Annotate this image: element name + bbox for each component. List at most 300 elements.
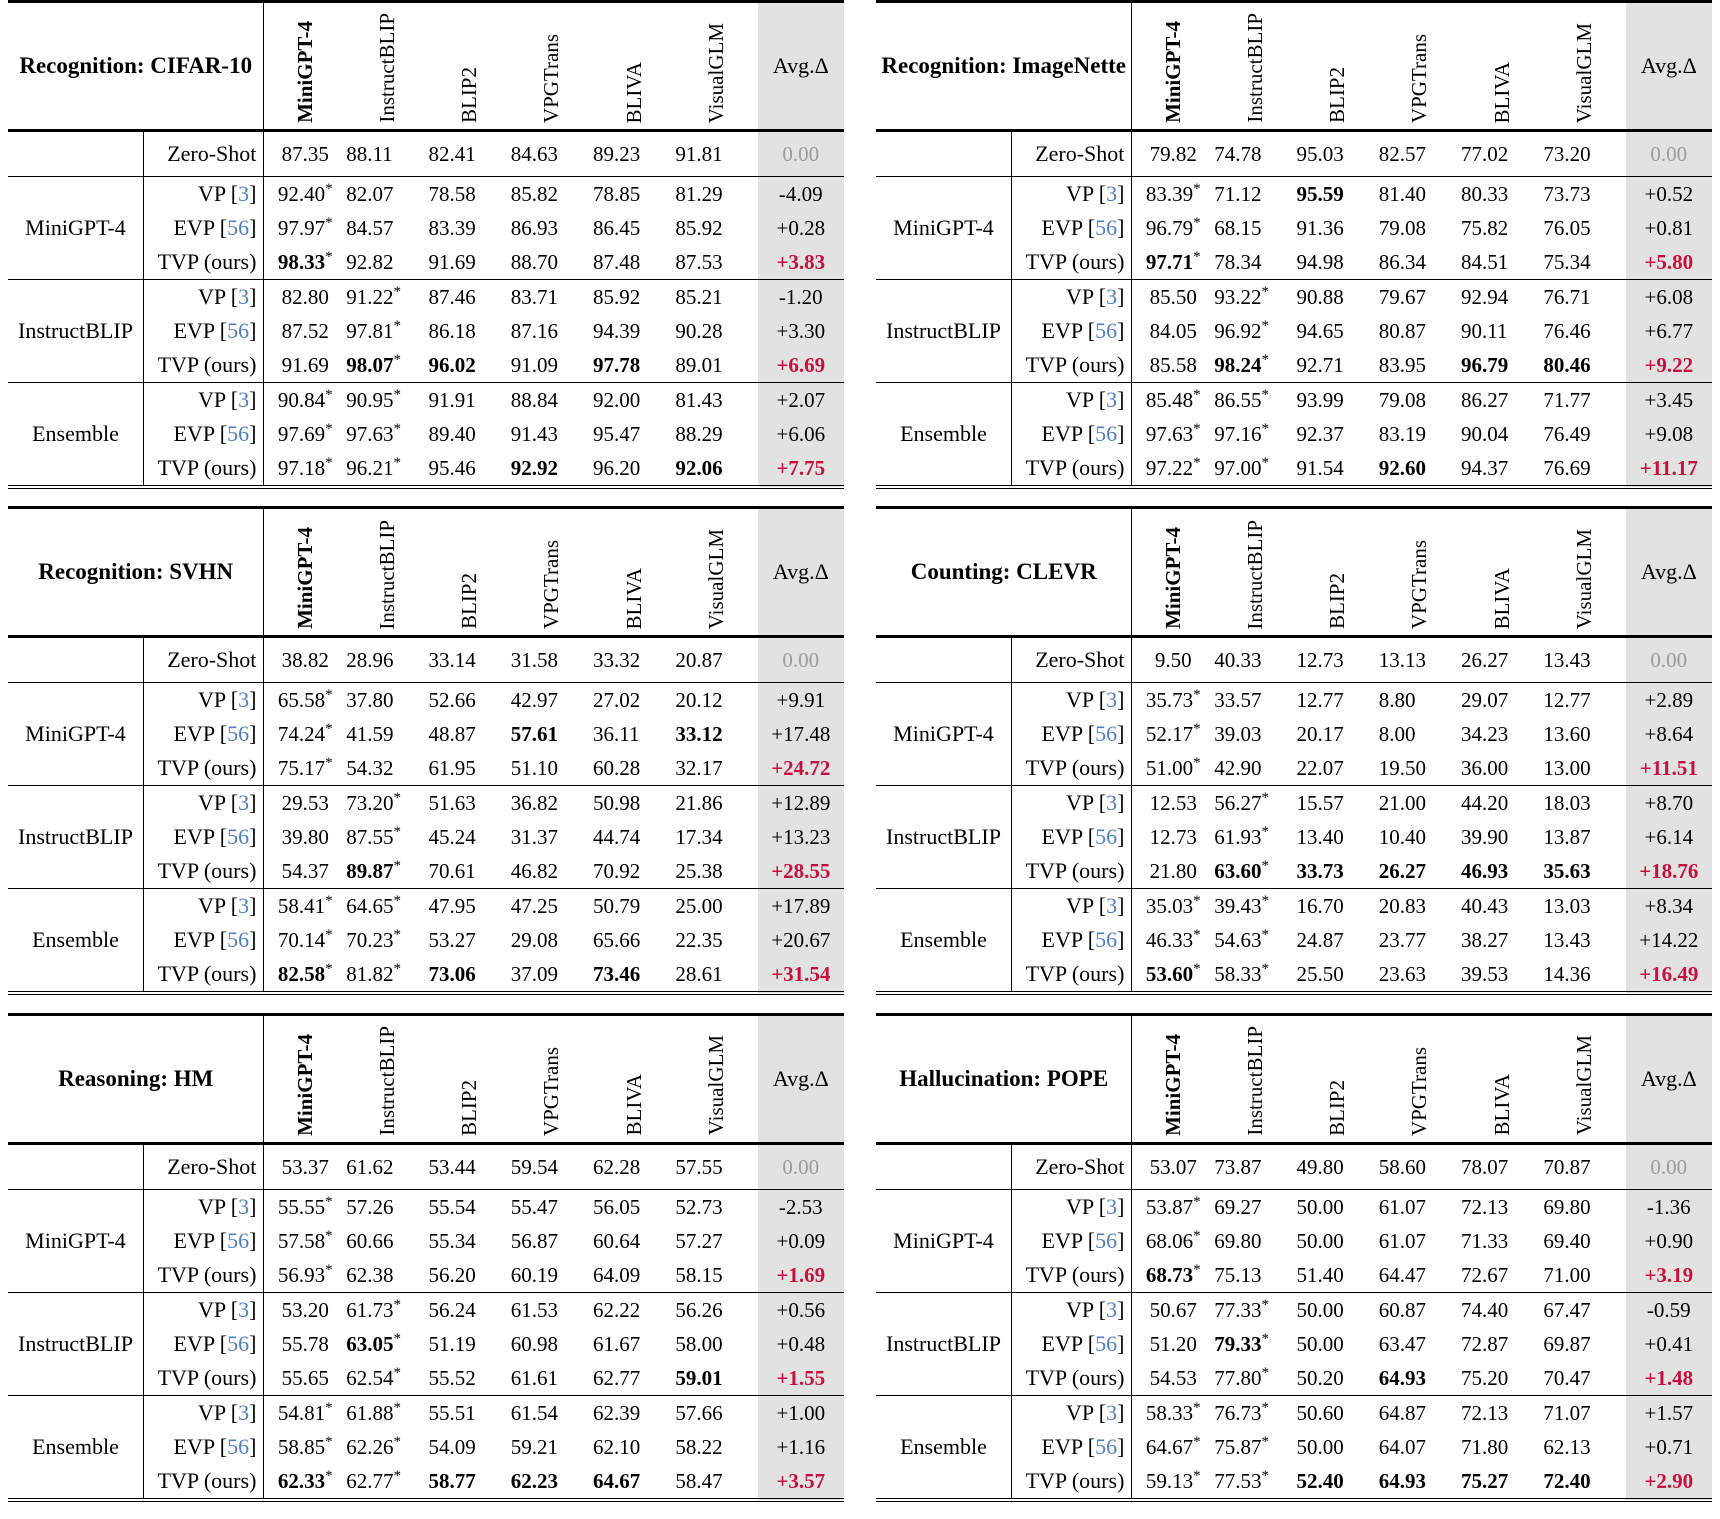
column-header-vpgtrans: VPGTrans bbox=[1407, 540, 1432, 630]
avg-delta-value: +0.48 bbox=[758, 1327, 844, 1361]
cell-value: 91.43 bbox=[510, 422, 558, 446]
cell-value: 60.98 bbox=[510, 1331, 558, 1356]
method-label: EVP [56] bbox=[143, 1224, 263, 1258]
cell-value: 86.55* bbox=[1214, 383, 1296, 418]
cell-value: 51.10 bbox=[510, 756, 558, 781]
cell-value: 69.87 bbox=[1543, 1331, 1591, 1356]
method-label: VP [3] bbox=[1011, 177, 1131, 212]
cell-value: 73.73 bbox=[1543, 177, 1625, 212]
cell-value: 92.00 bbox=[593, 383, 675, 418]
cell-value: 53.87* bbox=[1132, 1189, 1214, 1224]
cell-value: 21.00 bbox=[1379, 786, 1461, 821]
cell-value: 52.17* bbox=[1132, 717, 1214, 751]
cell-value: 90.04 bbox=[1461, 422, 1509, 446]
cell-value: 65.58* bbox=[264, 683, 346, 718]
cell-value: 44.74 bbox=[593, 825, 641, 850]
avg-delta-value: -4.09 bbox=[758, 177, 844, 212]
cell-value: 50.00 bbox=[1296, 1331, 1344, 1356]
table-bottom-rule bbox=[876, 1500, 1712, 1502]
method-label: VP [3] bbox=[1011, 889, 1131, 924]
cell-value: 60.19 bbox=[510, 1262, 558, 1287]
column-header-blip2: BLIP2 bbox=[1325, 66, 1350, 123]
cell-value: 54.37 bbox=[264, 854, 346, 889]
cell-value: 71.00 bbox=[1543, 1262, 1591, 1287]
cell-value: 89.01 bbox=[675, 353, 723, 377]
column-header-bliva: BLIVA bbox=[621, 567, 646, 630]
zero-shot-value: 78.07 bbox=[1461, 1154, 1509, 1179]
cell-value: 79.67 bbox=[1379, 280, 1461, 315]
cell-value: 93.99 bbox=[1296, 383, 1378, 418]
cell-value: 58.33* bbox=[1132, 1395, 1214, 1430]
cell-value: 56.93* bbox=[264, 1258, 346, 1293]
cell-value: 76.49 bbox=[1543, 422, 1591, 446]
zero-shot-label: Zero-Shot bbox=[1011, 131, 1131, 177]
table-header-row bbox=[876, 1014, 1712, 1143]
table-title: Counting: CLEVR bbox=[910, 559, 1097, 585]
cell-value: 97.81* bbox=[346, 318, 401, 343]
method-label: EVP [56] bbox=[1011, 314, 1131, 348]
group-label-empty bbox=[8, 1143, 143, 1189]
cell-value: 88.70 bbox=[510, 250, 558, 274]
column-header-vpgtrans: VPGTrans bbox=[539, 1046, 564, 1136]
zero-shot-value: 73.20 bbox=[1543, 142, 1591, 166]
column-header-bliva: BLIVA bbox=[1489, 567, 1514, 630]
zero-shot-value: 58.60 bbox=[1378, 1154, 1426, 1179]
avg-delta-value: +0.28 bbox=[758, 211, 844, 245]
table-slot-5 bbox=[876, 1013, 1712, 1519]
table-row bbox=[876, 1189, 1712, 1224]
cell-value: 85.50 bbox=[1132, 280, 1214, 315]
cell-value: 97.69* bbox=[264, 417, 346, 451]
column-header-minigpt-4: MiniGPT-4 bbox=[1132, 508, 1214, 637]
results-table bbox=[8, 0, 844, 489]
zero-shot-value: 73.87 bbox=[1214, 1154, 1262, 1179]
cell-value: 42.90 bbox=[1214, 756, 1262, 781]
method-label: EVP [56] bbox=[143, 314, 263, 348]
cell-value: 59.13* bbox=[1132, 1464, 1214, 1500]
cell-value: 58.85* bbox=[264, 1430, 346, 1464]
cell-value: 58.00 bbox=[675, 1331, 723, 1356]
cell-value: 58.22 bbox=[675, 1434, 723, 1459]
method-label: TVP (ours) bbox=[143, 751, 263, 786]
cell-value: 94.39 bbox=[593, 319, 641, 343]
zero-shot-value: 91.81 bbox=[675, 142, 723, 166]
column-header-avg-delta: Avg.Δ bbox=[1626, 508, 1712, 637]
cell-value: 91.36 bbox=[1296, 216, 1344, 240]
cell-value: 85.58 bbox=[1132, 348, 1214, 383]
zero-shot-value: 82.57 bbox=[1378, 142, 1426, 166]
cell-value: 36.00 bbox=[1461, 756, 1509, 781]
column-header-blip2: BLIP2 bbox=[457, 1079, 482, 1136]
avg-delta-value: +0.56 bbox=[758, 1292, 844, 1327]
cell-value: 62.26* bbox=[346, 1433, 401, 1459]
avg-delta-value: +6.06 bbox=[758, 417, 844, 451]
avg-delta-value: +0.81 bbox=[1626, 211, 1712, 245]
avg-delta-value: +7.75 bbox=[758, 451, 844, 487]
cell-value: 15.57 bbox=[1296, 786, 1378, 821]
cell-value: 81.43 bbox=[675, 383, 757, 418]
cell-value: 75.20 bbox=[1461, 1365, 1509, 1390]
cell-value: 23.77 bbox=[1378, 928, 1426, 953]
cell-value: 86.34 bbox=[1378, 250, 1426, 274]
group-label: InstructBLIP bbox=[8, 280, 143, 383]
cell-value: 90.84* bbox=[264, 383, 346, 418]
cell-value: 76.05 bbox=[1543, 216, 1591, 240]
cell-value: 19.50 bbox=[1378, 756, 1426, 781]
avg-delta-value: +0.52 bbox=[1626, 177, 1712, 212]
avg-delta-value: +0.09 bbox=[758, 1224, 844, 1258]
cell-value: 88.84 bbox=[511, 383, 593, 418]
method-label: TVP (ours) bbox=[1011, 451, 1131, 487]
cell-value: 91.91 bbox=[428, 383, 510, 418]
zero-shot-value: 9.50 bbox=[1132, 637, 1214, 683]
method-label: TVP (ours) bbox=[143, 1361, 263, 1396]
cell-value: 85.21 bbox=[675, 280, 757, 315]
cell-value: 14.36 bbox=[1543, 962, 1591, 987]
cell-value: 91.54 bbox=[1296, 456, 1344, 480]
avg-delta-value: +11.17 bbox=[1626, 451, 1712, 487]
cell-value: 62.22 bbox=[593, 1292, 675, 1327]
cell-value: 80.46 bbox=[1543, 353, 1591, 377]
cell-value: 25.00 bbox=[675, 889, 757, 924]
zero-shot-label: Zero-Shot bbox=[1011, 1143, 1131, 1189]
cell-value: 98.33* bbox=[264, 245, 346, 280]
cell-value: 96.79 bbox=[1461, 353, 1509, 377]
zero-shot-value: 82.41 bbox=[428, 142, 476, 166]
group-label: MiniGPT-4 bbox=[876, 177, 1011, 280]
avg-delta-value: +6.08 bbox=[1626, 280, 1712, 315]
cell-value: 57.26 bbox=[346, 1189, 428, 1224]
method-label: VP [3] bbox=[1011, 280, 1131, 315]
cell-value: 13.40 bbox=[1296, 825, 1344, 850]
method-label: EVP [56] bbox=[1011, 211, 1131, 245]
cell-value: 61.73* bbox=[346, 1292, 428, 1327]
table-row bbox=[876, 683, 1712, 718]
table-row bbox=[876, 1395, 1712, 1430]
cell-value: 54.63* bbox=[1214, 927, 1269, 953]
method-label: EVP [56] bbox=[1011, 417, 1131, 451]
column-header-avg-delta: Avg.Δ bbox=[1626, 2, 1712, 131]
column-header-instructblip: InstructBLIP bbox=[374, 1026, 399, 1136]
avg-delta-value: -2.53 bbox=[758, 1189, 844, 1224]
cell-value: 51.19 bbox=[428, 1331, 476, 1356]
cell-value: 64.93 bbox=[1378, 1365, 1426, 1390]
table-row bbox=[8, 383, 844, 418]
zero-shot-value: 74.78 bbox=[1214, 142, 1262, 166]
group-label: Ensemble bbox=[876, 383, 1011, 488]
table-header-row bbox=[8, 508, 844, 637]
avg-delta-value: +1.00 bbox=[758, 1395, 844, 1430]
avg-delta-value: +20.67 bbox=[758, 923, 844, 957]
cell-value: 92.94 bbox=[1461, 280, 1543, 315]
method-label: EVP [56] bbox=[1011, 923, 1131, 957]
avg-delta-value: +2.90 bbox=[1626, 1464, 1712, 1500]
cell-value: 72.67 bbox=[1461, 1262, 1509, 1287]
method-label: VP [3] bbox=[1011, 383, 1131, 418]
table-row bbox=[8, 177, 844, 212]
avg-delta-value: +1.48 bbox=[1626, 1361, 1712, 1396]
cell-value: 94.65 bbox=[1296, 319, 1344, 343]
zero-shot-avg: 0.00 bbox=[758, 1143, 844, 1189]
zero-shot-row bbox=[8, 1143, 844, 1189]
column-header-bliva: BLIVA bbox=[1489, 61, 1514, 123]
group-label: MiniGPT-4 bbox=[8, 683, 143, 786]
cell-value: 62.38 bbox=[346, 1262, 394, 1287]
method-label: TVP (ours) bbox=[1011, 751, 1131, 786]
cell-value: 87.48 bbox=[593, 250, 641, 274]
avg-delta-value: +2.07 bbox=[758, 383, 844, 418]
table-title: Recognition: SVHN bbox=[38, 559, 234, 585]
group-label: InstructBLIP bbox=[8, 786, 143, 889]
table-row bbox=[876, 383, 1712, 418]
cell-value: 56.05 bbox=[593, 1189, 675, 1224]
table-slot-0 bbox=[8, 0, 844, 506]
cell-value: 62.54* bbox=[346, 1364, 401, 1390]
cell-value: 12.53 bbox=[1132, 786, 1214, 821]
method-label: EVP [56] bbox=[143, 1430, 263, 1464]
zero-shot-row bbox=[876, 131, 1712, 177]
table-bottom-rule bbox=[876, 487, 1712, 489]
cell-value: 79.33* bbox=[1214, 1330, 1269, 1356]
cell-value: 68.15 bbox=[1214, 216, 1262, 240]
cell-value: 83.39* bbox=[1132, 177, 1214, 212]
cell-value: 39.43* bbox=[1214, 889, 1296, 924]
cell-value: 86.93 bbox=[510, 216, 558, 240]
method-label: VP [3] bbox=[143, 786, 263, 821]
zero-shot-value: 33.32 bbox=[593, 648, 641, 673]
cell-value: 95.47 bbox=[593, 422, 641, 446]
cell-value: 54.32 bbox=[346, 756, 394, 781]
cell-value: 97.18* bbox=[264, 451, 346, 487]
avg-delta-value: +1.16 bbox=[758, 1430, 844, 1464]
column-header-minigpt-4: MiniGPT-4 bbox=[264, 1014, 346, 1143]
cell-value: 56.87 bbox=[510, 1228, 558, 1253]
cell-value: 29.53 bbox=[264, 786, 346, 821]
table-title: Hallucination: POPE bbox=[899, 1065, 1109, 1091]
cell-value: 37.09 bbox=[510, 962, 558, 987]
avg-delta-value: +3.30 bbox=[758, 314, 844, 348]
cell-value: 69.80 bbox=[1543, 1189, 1625, 1224]
cell-value: 17.34 bbox=[675, 825, 723, 850]
method-label: VP [3] bbox=[1011, 1395, 1131, 1430]
column-header-visualglm: VisualGLM bbox=[1571, 529, 1596, 630]
cell-value: 50.60 bbox=[1296, 1395, 1378, 1430]
method-label: VP [3] bbox=[143, 280, 263, 315]
group-label-empty bbox=[876, 1143, 1011, 1189]
table-header-row bbox=[876, 508, 1712, 637]
cell-value: 82.58* bbox=[264, 957, 346, 993]
avg-delta-value: +17.48 bbox=[758, 717, 844, 751]
column-header-visualglm: VisualGLM bbox=[1571, 22, 1596, 123]
zero-shot-value: 84.63 bbox=[510, 142, 558, 166]
group-label: Ensemble bbox=[8, 1395, 143, 1500]
method-label: TVP (ours) bbox=[143, 1464, 263, 1500]
cell-value: 53.60* bbox=[1132, 957, 1214, 993]
table-row bbox=[8, 1189, 844, 1224]
cell-value: 47.25 bbox=[511, 889, 593, 924]
column-header-avg-delta: Avg.Δ bbox=[758, 508, 844, 637]
group-label: Ensemble bbox=[876, 889, 1011, 994]
cell-value: 64.87 bbox=[1379, 1395, 1461, 1430]
avg-delta-value: +2.89 bbox=[1626, 683, 1712, 718]
cell-value: 91.09 bbox=[510, 353, 558, 377]
cell-value: 18.03 bbox=[1543, 786, 1625, 821]
cell-value: 33.12 bbox=[675, 722, 723, 747]
cell-value: 84.05 bbox=[1132, 314, 1214, 348]
avg-delta-value: +1.57 bbox=[1626, 1395, 1712, 1430]
cell-value: 52.66 bbox=[428, 683, 510, 718]
cell-value: 8.80 bbox=[1379, 683, 1461, 718]
zero-shot-value: 53.44 bbox=[428, 1154, 476, 1179]
cell-value: 55.54 bbox=[428, 1189, 510, 1224]
column-header-visualglm: VisualGLM bbox=[1571, 1035, 1596, 1136]
cell-value: 77.80* bbox=[1214, 1364, 1269, 1390]
cell-value: 86.27 bbox=[1461, 383, 1543, 418]
cell-value: 55.65 bbox=[264, 1361, 346, 1396]
cell-value: 58.77 bbox=[428, 1468, 476, 1493]
cell-value: 97.78 bbox=[593, 353, 641, 377]
zero-shot-value: 20.87 bbox=[675, 648, 723, 673]
method-label: TVP (ours) bbox=[1011, 245, 1131, 280]
cell-value: 50.00 bbox=[1296, 1228, 1344, 1253]
cell-value: 96.79* bbox=[1132, 211, 1214, 245]
group-label-empty bbox=[876, 637, 1011, 683]
table-slot-4 bbox=[8, 1013, 844, 1519]
cell-value: 62.13 bbox=[1543, 1434, 1591, 1459]
cell-value: 54.53 bbox=[1132, 1361, 1214, 1396]
cell-value: 61.95 bbox=[428, 756, 476, 781]
cell-value: 81.40 bbox=[1379, 177, 1461, 212]
cell-value: 70.92 bbox=[593, 859, 641, 884]
cell-value: 88.29 bbox=[675, 422, 723, 446]
zero-shot-label: Zero-Shot bbox=[143, 1143, 263, 1189]
avg-delta-value: +28.55 bbox=[758, 854, 844, 889]
zero-shot-row bbox=[8, 131, 844, 177]
method-label: EVP [56] bbox=[1011, 1327, 1131, 1361]
avg-delta-value: +1.69 bbox=[758, 1258, 844, 1293]
cell-value: 35.03* bbox=[1132, 889, 1214, 924]
avg-delta-value: +11.51 bbox=[1626, 751, 1712, 786]
method-label: VP [3] bbox=[143, 683, 263, 718]
cell-value: 54.81* bbox=[264, 1395, 346, 1430]
method-label: EVP [56] bbox=[143, 211, 263, 245]
results-table bbox=[8, 506, 844, 995]
group-label-empty bbox=[8, 131, 143, 177]
cell-value: 90.28 bbox=[675, 319, 723, 343]
cell-value: 87.46 bbox=[428, 280, 510, 315]
method-label: VP [3] bbox=[143, 1292, 263, 1327]
cell-value: 91.69 bbox=[428, 250, 476, 274]
method-label: EVP [56] bbox=[143, 417, 263, 451]
cell-value: 71.12 bbox=[1214, 177, 1296, 212]
cell-value: 21.86 bbox=[675, 786, 757, 821]
cell-value: 64.67* bbox=[1132, 1430, 1214, 1464]
column-header-minigpt-4: MiniGPT-4 bbox=[264, 2, 346, 131]
cell-value: 64.47 bbox=[1378, 1262, 1426, 1287]
cell-value: 84.51 bbox=[1461, 250, 1509, 274]
cell-value: 72.87 bbox=[1461, 1331, 1509, 1356]
column-header-blip2: BLIP2 bbox=[457, 66, 482, 123]
method-label: TVP (ours) bbox=[1011, 854, 1131, 889]
cell-value: 31.37 bbox=[510, 825, 558, 850]
method-label: TVP (ours) bbox=[143, 245, 263, 280]
group-label-empty bbox=[876, 131, 1011, 177]
cell-value: 55.55* bbox=[264, 1189, 346, 1224]
avg-delta-value: +6.69 bbox=[758, 348, 844, 383]
avg-delta-value: +3.19 bbox=[1626, 1258, 1712, 1293]
method-label: TVP (ours) bbox=[143, 957, 263, 993]
cell-value: 48.87 bbox=[428, 722, 476, 747]
cell-value: 50.00 bbox=[1296, 1292, 1378, 1327]
column-header-minigpt-4: MiniGPT-4 bbox=[1132, 1014, 1214, 1143]
cell-value: 70.23* bbox=[346, 927, 401, 953]
column-header-instructblip: InstructBLIP bbox=[1242, 519, 1267, 630]
cell-value: 77.33* bbox=[1214, 1292, 1296, 1327]
cell-value: 75.27 bbox=[1461, 1468, 1509, 1493]
cell-value: 64.07 bbox=[1378, 1434, 1426, 1459]
cell-value: 39.90 bbox=[1461, 825, 1509, 850]
zero-shot-value: 77.02 bbox=[1461, 142, 1509, 166]
cell-value: 63.60* bbox=[1214, 858, 1269, 884]
cell-value: 40.43 bbox=[1461, 889, 1543, 924]
cell-value: 29.08 bbox=[510, 928, 558, 953]
avg-delta-value: +0.41 bbox=[1626, 1327, 1712, 1361]
cell-value: 92.37 bbox=[1296, 422, 1344, 446]
cell-value: 59.21 bbox=[510, 1434, 558, 1459]
cell-value: 52.73 bbox=[675, 1189, 757, 1224]
cell-value: 37.80 bbox=[346, 683, 428, 718]
cell-value: 81.29 bbox=[675, 177, 757, 212]
method-label: VP [3] bbox=[1011, 786, 1131, 821]
cell-value: 58.33* bbox=[1214, 961, 1269, 987]
cell-value: 58.41* bbox=[264, 889, 346, 924]
cell-value: 58.15 bbox=[675, 1262, 723, 1287]
cell-value: 71.77 bbox=[1543, 383, 1625, 418]
avg-delta-value: +9.91 bbox=[758, 683, 844, 718]
column-header-vpgtrans: VPGTrans bbox=[1407, 33, 1432, 123]
column-header-bliva: BLIVA bbox=[621, 61, 646, 123]
avg-delta-value: +12.89 bbox=[758, 786, 844, 821]
cell-value: 62.33* bbox=[264, 1464, 346, 1500]
column-header-instructblip: InstructBLIP bbox=[374, 519, 399, 630]
cell-value: 96.20 bbox=[593, 456, 641, 480]
cell-value: 87.16 bbox=[510, 319, 558, 343]
zero-shot-value: 13.43 bbox=[1543, 648, 1591, 673]
cell-value: 86.45 bbox=[593, 216, 641, 240]
cell-value: 39.03 bbox=[1214, 722, 1262, 747]
cell-value: 70.61 bbox=[428, 859, 476, 884]
cell-value: 33.57 bbox=[1214, 683, 1296, 718]
cell-value: 64.67 bbox=[593, 1468, 641, 1493]
cell-value: 68.06* bbox=[1132, 1224, 1214, 1258]
zero-shot-value: 31.58 bbox=[510, 648, 558, 673]
cell-value: 89.40 bbox=[428, 422, 476, 446]
method-label: EVP [56] bbox=[1011, 820, 1131, 854]
cell-value: 27.02 bbox=[593, 683, 675, 718]
cell-value: 98.07* bbox=[346, 352, 401, 377]
cell-value: 83.95 bbox=[1378, 353, 1426, 377]
cell-value: 57.66 bbox=[675, 1395, 757, 1430]
cell-value: 38.27 bbox=[1461, 928, 1509, 953]
zero-shot-avg: 0.00 bbox=[1626, 637, 1712, 683]
cell-value: 39.80 bbox=[264, 820, 346, 854]
table-slot-1 bbox=[876, 0, 1712, 506]
cell-value: 77.53* bbox=[1214, 1467, 1269, 1493]
cell-value: 12.73 bbox=[1132, 820, 1214, 854]
cell-value: 85.48* bbox=[1132, 383, 1214, 418]
cell-value: 53.20 bbox=[264, 1292, 346, 1327]
method-label: TVP (ours) bbox=[1011, 1258, 1131, 1293]
